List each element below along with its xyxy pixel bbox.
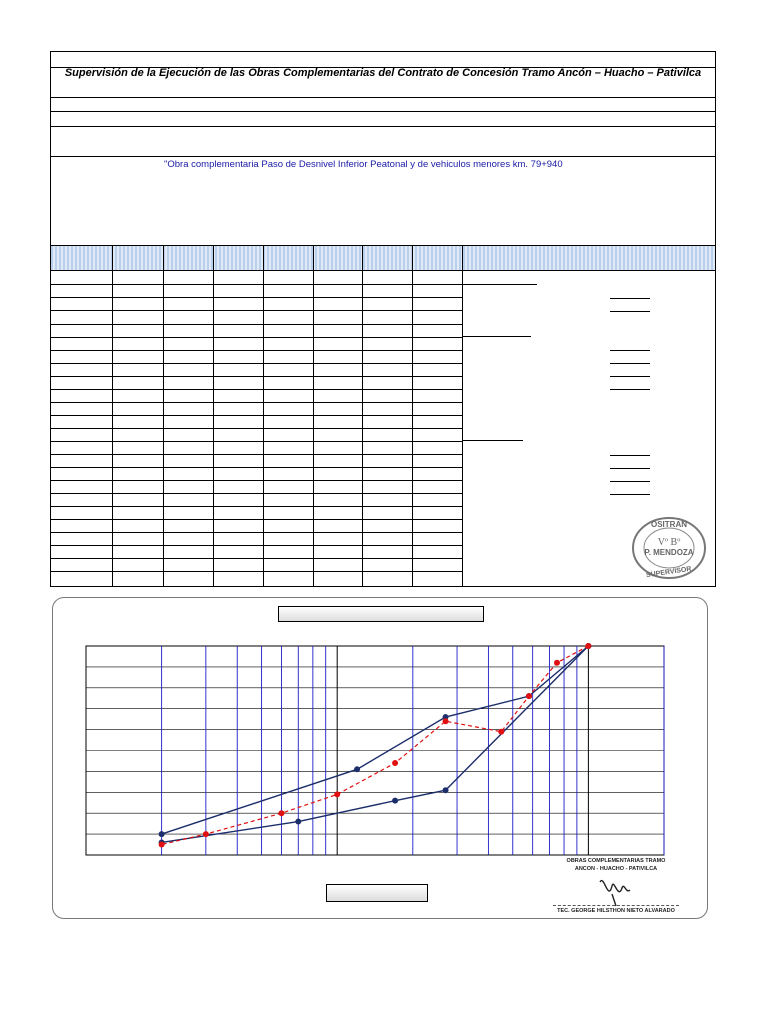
chart-data-point [392,798,398,804]
chart-grid [86,646,664,855]
chart-series [159,643,592,848]
chart-data-point [526,693,532,699]
signature-line [553,905,679,906]
stamp-vobo: Vº Bº [657,537,681,548]
chart-data-point [295,819,301,825]
chart-series-line-0 [162,646,589,834]
chart-data-point [392,760,398,766]
chart-series-line-2 [162,646,589,845]
chart-data-point [498,729,504,735]
chart-data-point [443,718,449,724]
chart-data-point [159,842,165,848]
stamp-role: SUPERVISOR [645,565,692,580]
signer-name: TEC. GEORGE HILSTHON NIETO ALVARADO [557,908,675,914]
chart-data-point [443,787,449,793]
stamp-name: P. MENDOZA [644,548,694,557]
chart-data-point [203,831,209,837]
chart-data-point [159,831,165,837]
chart-data-point [354,766,360,772]
chart-data-point [334,791,340,797]
work-description: "Obra complementaria Paso de Desnivel Inferior Peatonal y de vehiculos menores km. 79+940 [164,159,563,170]
chart-data-point [585,643,591,649]
chart-data-point [554,660,560,666]
stamp-org: OSITRAN [651,520,687,529]
document-title: Supervisión de la Ejecución de las Obras Complementarias del Contrato de Concesión Tramo Ancón – Huacho – Pativilca [64,67,702,79]
handwritten-signature [596,872,636,908]
signature-org-line2: ANCON - HUACHO - PATIVILCA [574,866,658,872]
signature-org-line1: OBRAS COMPLEMENTARIAS TRAMO [566,858,666,864]
chart-data-point [278,810,284,816]
